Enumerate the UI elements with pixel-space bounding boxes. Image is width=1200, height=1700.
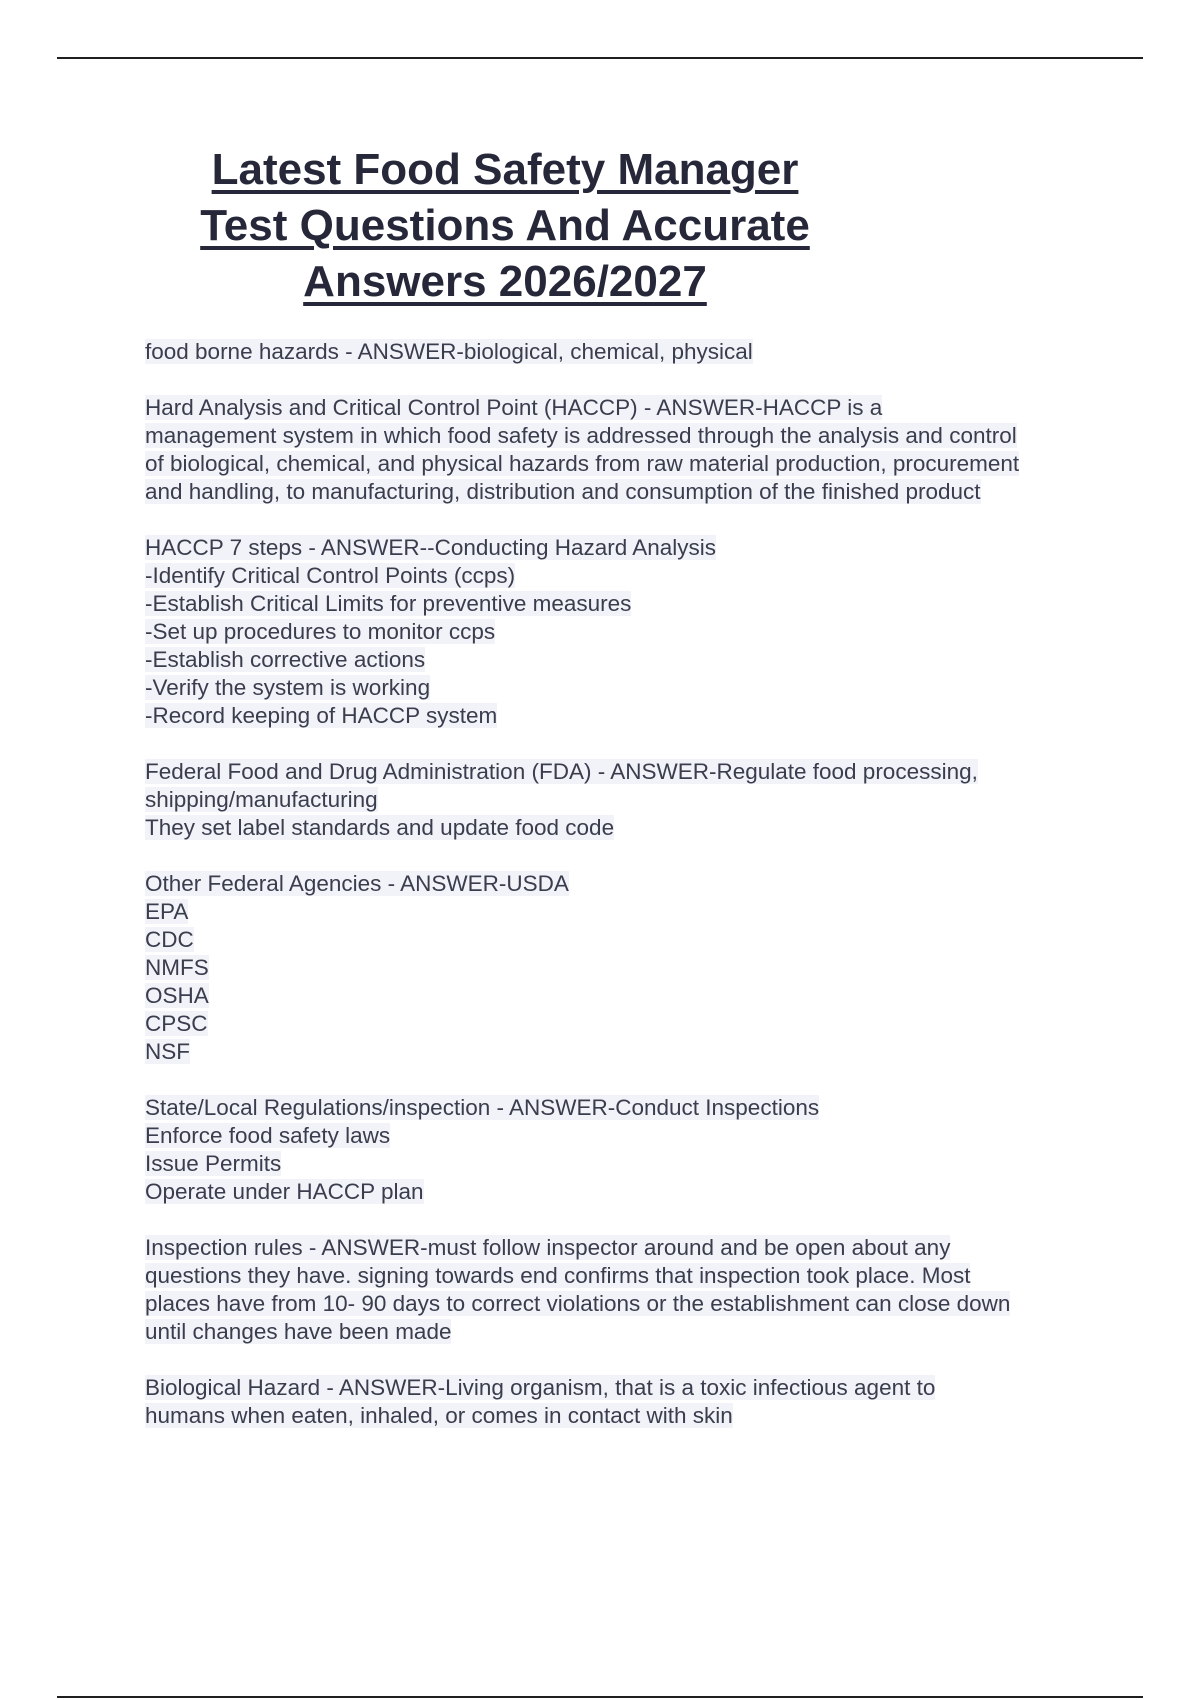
qa-line: EPA: [145, 899, 189, 924]
bottom-rule: [57, 1696, 1143, 1698]
qa-line: Enforce food safety laws: [145, 1123, 391, 1148]
qa-line: places have from 10- 90 days to correct violations or the establishment can close down: [145, 1291, 1011, 1316]
qa-line: HACCP 7 steps - ANSWER--Conducting Hazard Analysis: [145, 535, 717, 560]
qa-line: State/Local Regulations/inspection - ANSWER-Conduct Inspections: [145, 1095, 820, 1120]
qa-line: shipping/manufacturing: [145, 787, 378, 812]
qa-line: questions they have. signing towards end confirms that inspection took place. Most: [145, 1263, 971, 1288]
qa-line: and handling, to manufacturing, distribution and consumption of the finished product: [145, 479, 981, 504]
qa-entry: [145, 1234, 1105, 1346]
qa-line: OSHA: [145, 983, 209, 1008]
qa-line: Federal Food and Drug Administration (FDA) - ANSWER-Regulate food processing,: [145, 759, 978, 784]
qa-entry: [145, 1374, 1105, 1430]
qa-line: humans when eaten, inhaled, or comes in contact with skin: [145, 1403, 733, 1428]
qa-line: -Record keeping of HACCP system: [145, 703, 498, 728]
qa-line: NMFS: [145, 955, 209, 980]
title-line-2: Test Questions And Accurate: [200, 201, 810, 250]
qa-entry: [145, 870, 1105, 1066]
qa-list: [145, 338, 1105, 1458]
qa-entry: [145, 758, 1105, 842]
qa-line: CPSC: [145, 1011, 208, 1036]
qa-line: food borne hazards - ANSWER-biological, chemical, physical: [145, 339, 753, 364]
qa-entry: [145, 338, 1105, 366]
qa-line: Inspection rules - ANSWER-must follow inspector around and be open about any: [145, 1235, 951, 1260]
title-line-1: Latest Food Safety Manager: [211, 145, 799, 194]
qa-line: Issue Permits: [145, 1151, 282, 1176]
qa-line: of biological, chemical, and physical hazards from raw material production, procurement: [145, 451, 1020, 476]
qa-line: -Verify the system is working: [145, 675, 431, 700]
qa-entry: [145, 394, 1105, 506]
title-line-3: Answers 2026/2027: [303, 257, 707, 306]
top-rule: [57, 57, 1143, 59]
qa-entry: [145, 1094, 1105, 1206]
qa-line: -Establish Critical Limits for preventive measures: [145, 591, 632, 616]
qa-line: NSF: [145, 1039, 190, 1064]
qa-line: Operate under HACCP plan: [145, 1179, 424, 1204]
qa-entry: [145, 534, 1105, 730]
qa-line: CDC: [145, 927, 194, 952]
qa-line: until changes have been made: [145, 1319, 452, 1344]
qa-line: -Set up procedures to monitor ccps: [145, 619, 496, 644]
qa-line: Hard Analysis and Critical Control Point (HACCP) - ANSWER-HACCP is a: [145, 395, 883, 420]
qa-line: Biological Hazard - ANSWER-Living organism, that is a toxic infectious agent to: [145, 1375, 936, 1400]
qa-line: Other Federal Agencies - ANSWER-USDA: [145, 871, 569, 896]
qa-line: management system in which food safety is addressed through the analysis and control: [145, 423, 1017, 448]
qa-line: They set label standards and update food code: [145, 815, 615, 840]
document-title: [90, 142, 920, 310]
qa-line: -Identify Critical Control Points (ccps): [145, 563, 516, 588]
qa-line: -Establish corrective actions: [145, 647, 426, 672]
